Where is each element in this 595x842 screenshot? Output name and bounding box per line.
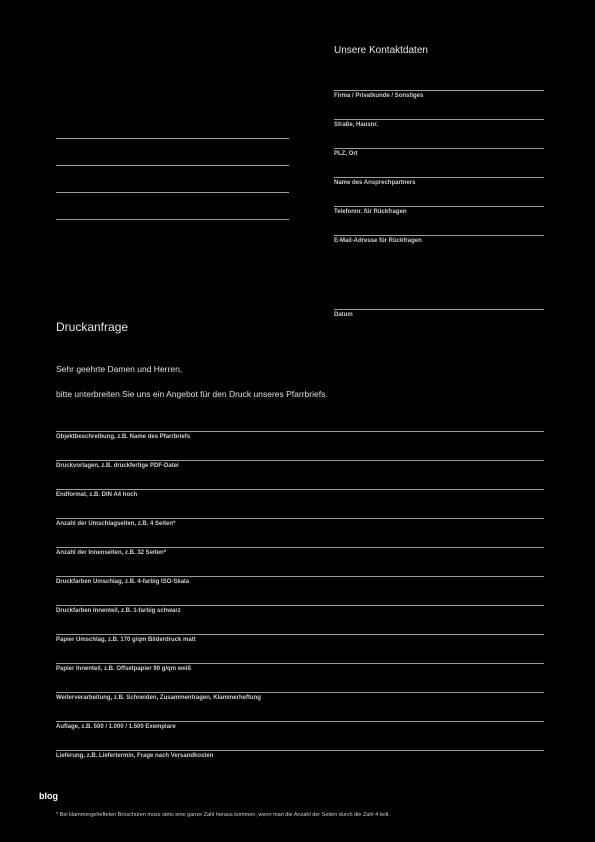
contact-field-line[interactable] bbox=[334, 148, 544, 149]
spec-field-line[interactable] bbox=[56, 721, 544, 722]
spec-field-line[interactable] bbox=[56, 750, 544, 751]
spec-label: Druckvorlagen, z.B. druckfertige PDF-Datei bbox=[56, 463, 179, 469]
contact-field-line[interactable] bbox=[334, 177, 544, 178]
spec-field-line[interactable] bbox=[56, 547, 544, 548]
contact-person-label: Name des Ansprechpartners bbox=[334, 180, 416, 186]
city-label: PLZ, Ort bbox=[334, 151, 358, 157]
document-title: Druckanfrage bbox=[56, 320, 129, 334]
contact-field-line[interactable] bbox=[334, 119, 544, 120]
salutation: Sehr geehrte Damen und Herren, bbox=[56, 364, 183, 374]
spec-label: Papier Umschlag, z.B. 170 g/qm Bilderdruck matt bbox=[56, 637, 196, 643]
address-line[interactable] bbox=[56, 165, 289, 166]
spec-label: Objektbeschreibung, z.B. Name des Pfarrbriefs bbox=[56, 434, 191, 440]
spec-label: Anzahl der Innenseiten, z.B. 32 Seiten* bbox=[56, 550, 167, 556]
spec-label: Druckfarben Umschlag, z.B. 4-farbig ISO-Skala bbox=[56, 579, 190, 585]
address-line[interactable] bbox=[56, 138, 289, 139]
spec-label: Lieferung, z.B. Liefertermin, Frage nach Versandkosten bbox=[56, 753, 214, 759]
contact-field-line[interactable] bbox=[334, 235, 544, 236]
spec-field-line[interactable] bbox=[56, 431, 544, 432]
spec-label: Druckfarben Innenteil, z.B. 1-farbig schwarz bbox=[56, 608, 181, 614]
phone-label: Telefonnr. für Rückfragen bbox=[334, 209, 407, 215]
email-label: E-Mail-Adresse für Rückfragen bbox=[334, 238, 422, 244]
spec-field-line[interactable] bbox=[56, 460, 544, 461]
spec-label: Papier Innenteil, z.B. Offsetpapier 90 g/qm weiß bbox=[56, 666, 192, 672]
contact-heading: Unsere Kontaktdaten bbox=[334, 45, 428, 56]
footnote: * Bei klammergehefteten Broschüren muss stets eine ganze Zahl heraus kommen, wenn man die Anzahl der Seiten durch die Zahl 4 teilt. bbox=[56, 812, 390, 818]
contact-field-line[interactable] bbox=[334, 206, 544, 207]
spec-label: Endformat, z.B. DIN A4 hoch bbox=[56, 492, 138, 498]
street-label: Straße, Hausnr. bbox=[334, 122, 379, 128]
spec-field-line[interactable] bbox=[56, 518, 544, 519]
company-label: Firma / Privatkunde / Sonstiges bbox=[334, 93, 424, 99]
spec-field-line[interactable] bbox=[56, 692, 544, 693]
spec-label: Auflage, z.B. 500 / 1.000 / 1.500 Exemplare bbox=[56, 724, 176, 730]
date-field-line[interactable] bbox=[334, 309, 544, 310]
contact-field-line[interactable] bbox=[334, 90, 544, 91]
date-label: Datum bbox=[334, 312, 353, 318]
spec-label: Weiterverarbeitung, z.B. Schneiden, Zusammentragen, Klammerheftung bbox=[56, 695, 261, 701]
spec-field-line[interactable] bbox=[56, 576, 544, 577]
address-line[interactable] bbox=[56, 219, 289, 220]
request-text: bitte unterbreiten Sie uns ein Angebot für den Druck unseres Pfarrbriefs. bbox=[56, 389, 328, 399]
spec-label: Anzahl der Umschlagseiten, z.B. 4 Seiten* bbox=[56, 521, 176, 527]
spec-field-line[interactable] bbox=[56, 634, 544, 635]
spec-field-line[interactable] bbox=[56, 605, 544, 606]
address-line[interactable] bbox=[56, 192, 289, 193]
logo: blog bbox=[39, 791, 58, 801]
spec-field-line[interactable] bbox=[56, 663, 544, 664]
spec-field-line[interactable] bbox=[56, 489, 544, 490]
